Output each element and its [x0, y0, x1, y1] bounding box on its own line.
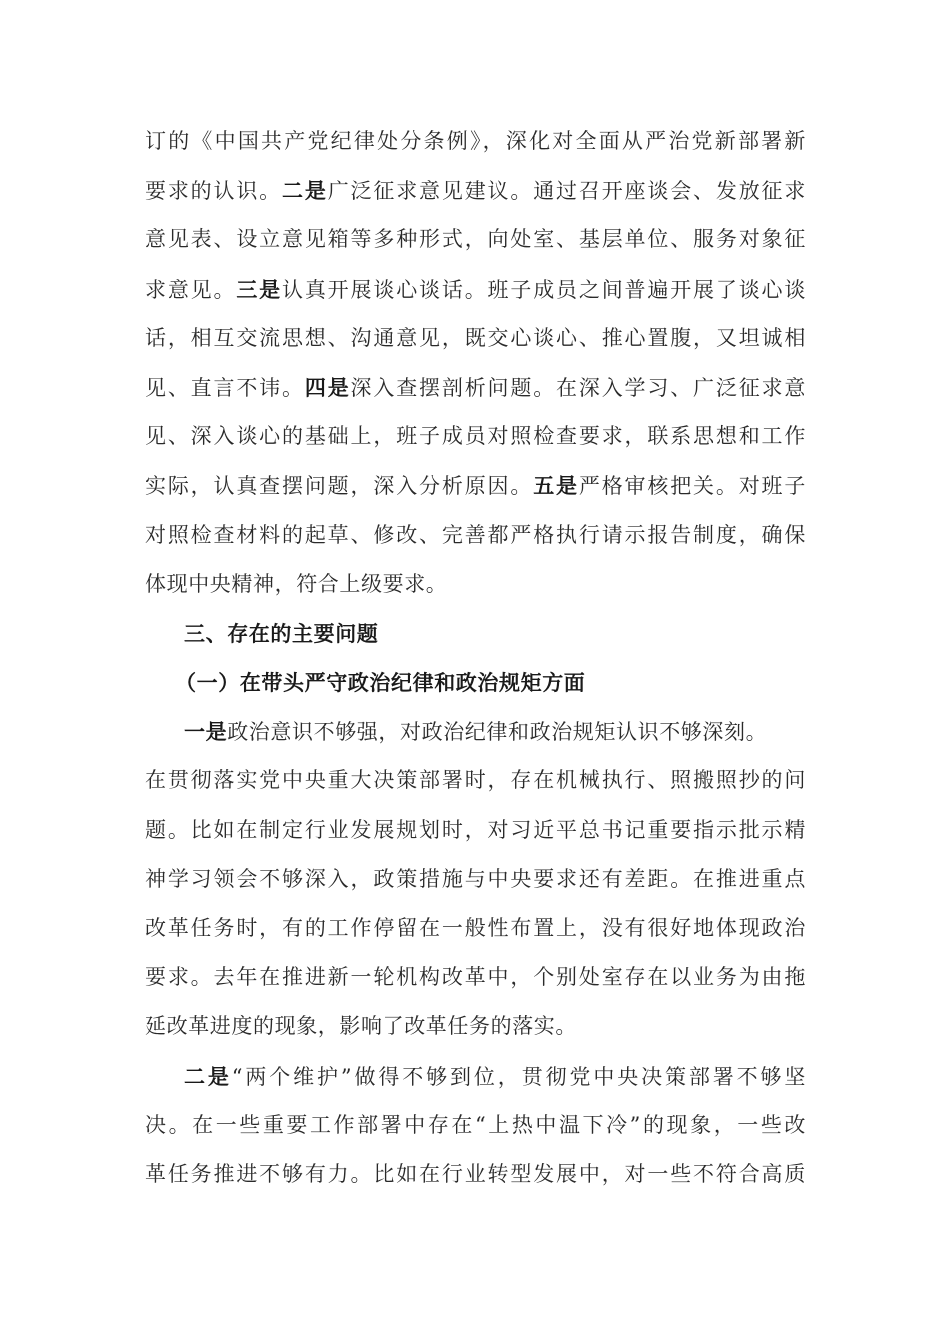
paragraph-first-line — [145, 1052, 806, 1101]
line-text: 体现中央精神，符合上级要求。 — [145, 571, 448, 596]
text-line — [145, 560, 806, 609]
line-text: 见、深入谈心的基础上，班子成员对照检查要求，联系思想和工作 — [145, 424, 806, 449]
line-text: “两个维护”做得不够到位，贯彻党中央决策部署不够坚 — [231, 1064, 806, 1089]
line-text: 对照检查材料的起草、修改、完善都严格执行请示报告制度，确保 — [145, 522, 806, 547]
text-line: 改革任务时，有的工作停留在一般性布置上，没有很好地体现政治 — [145, 916, 806, 940]
bold-marker: 三是 — [236, 276, 283, 302]
line-text: 订的《中国共产党纪律处分条例》，深化对全面从严治党新部署新 — [145, 129, 806, 153]
line-text: 求意见。 — [145, 277, 237, 302]
text-line — [145, 265, 806, 314]
text-line: 在贯彻落实党中央重大决策部署时，存在机械执行、照搬照抄的问 — [145, 768, 806, 793]
text-line — [145, 314, 806, 363]
text-line — [145, 166, 806, 215]
line-text: 意见表、设立意见箱等多种形式，向处室、基层单位、服务对象征 — [145, 227, 806, 252]
bold-marker: 四是 — [304, 374, 351, 400]
bold-marker: 二是 — [282, 178, 328, 204]
text-line — [145, 117, 806, 166]
text-line: 决。在一些重要工作部署中存在“上热中温下冷”的现象，一些改 — [145, 1112, 806, 1137]
line-text: 要求的认识。 — [145, 179, 283, 204]
line-text: 实际，认真查摆问题，深入分析原因。 — [145, 474, 534, 499]
line-text: 认真开展谈心谈话。班子成员之间普遍开展了谈心谈 — [282, 277, 806, 302]
text-line: 神学习领会不够深入，政策措施与中央要求还有差距。在推进重点 — [145, 866, 806, 891]
text-line — [145, 363, 806, 412]
text-line: 革任务推进不够有力。比如在行业转型发展中，对一些不符合高质 — [145, 1161, 806, 1186]
text-line — [145, 511, 806, 560]
text-line — [145, 215, 806, 264]
text-line: 题。比如在制定行业发展规划时，对习近平总书记重要指示批示精 — [145, 817, 806, 842]
line-text: 严格审核把关。对班子 — [578, 474, 806, 499]
bold-marker: 二是 — [184, 1063, 232, 1089]
section-heading: 三、存在的主要问题 — [184, 620, 379, 646]
line-text: 话，相互交流思想、沟通意见，既交心谈心、推心置腹，又坦诚相 — [145, 325, 806, 350]
line-text: 政治意识不够强，对政治纪律和政治规矩认识不够深刻。 — [227, 720, 768, 745]
text-line: 延改革进度的现象，影响了改革任务的落实。 — [145, 1014, 577, 1039]
paragraph-first-line — [145, 707, 806, 756]
line-text: 广泛征求意见建议。通过召开座谈会、发放征求 — [327, 179, 806, 204]
bold-marker: 一是 — [184, 719, 228, 745]
text-line — [145, 412, 806, 461]
document-body — [145, 117, 806, 1199]
bold-marker: 五是 — [533, 473, 579, 499]
line-text: 见、直言不讳。 — [145, 375, 305, 400]
line-text: 深入查摆剖析问题。在深入学习、广泛征求意 — [350, 375, 807, 400]
text-line: 要求。去年在推进新一轮机构改革中，个别处室存在以业务为由拖 — [145, 965, 806, 990]
subsection-heading: （一）在带头严守政治纪律和政治规矩方面 — [175, 670, 586, 696]
text-line — [145, 461, 806, 510]
